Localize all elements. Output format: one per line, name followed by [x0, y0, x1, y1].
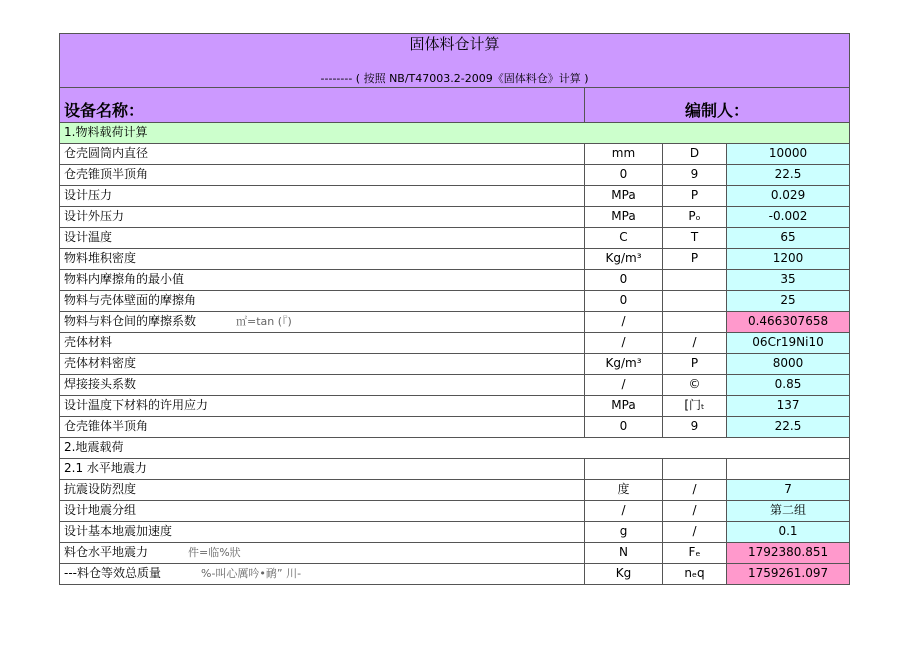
- unit-cell[interactable]: /: [585, 312, 663, 333]
- table-row: [60, 333, 850, 354]
- unit-cell[interactable]: g: [585, 522, 663, 543]
- unit-cell[interactable]: 0: [585, 291, 663, 312]
- sheet-title: 固体料仓计算: [409, 35, 500, 53]
- symbol-cell[interactable]: P: [663, 186, 727, 207]
- value-cell[interactable]: 35: [727, 270, 850, 291]
- param-name: 设计基本地震加速度: [64, 524, 173, 539]
- param-name: 料仓水平地震力: [64, 545, 149, 560]
- value-cell[interactable]: 0.85: [727, 375, 850, 396]
- symbol-cell[interactable]: 9: [663, 165, 727, 186]
- section-seismic: 2.地震载荷: [60, 438, 850, 459]
- symbol-cell[interactable]: Pₒ: [663, 207, 727, 228]
- param-name: 设计外压力: [64, 209, 125, 224]
- symbol-cell[interactable]: /: [663, 522, 727, 543]
- editor-label[interactable]: 编制人：: [585, 88, 850, 123]
- param-name: 物料与壳体壁面的摩擦角: [64, 293, 197, 308]
- param-name-cell[interactable]: [60, 186, 585, 207]
- unit-cell[interactable]: Kg/m³: [585, 249, 663, 270]
- param-name-cell[interactable]: [60, 333, 585, 354]
- param-name: 设计温度下材料的许用应力: [64, 398, 209, 413]
- param-name-cell[interactable]: [60, 375, 585, 396]
- table-row: [60, 417, 850, 438]
- param-name-cell[interactable]: [60, 312, 585, 333]
- title-cell: [60, 34, 850, 88]
- param-name-cell[interactable]: [60, 207, 585, 228]
- param-name-cell[interactable]: [60, 396, 585, 417]
- table-row: [60, 354, 850, 375]
- param-name: 壳体材料密度: [64, 356, 137, 371]
- unit-cell[interactable]: 0: [585, 417, 663, 438]
- value-cell[interactable]: 06Cr19Ni10: [727, 333, 850, 354]
- value-cell[interactable]: 65: [727, 228, 850, 249]
- table-row: [60, 312, 850, 333]
- calc-sheet: [59, 33, 850, 585]
- param-name-cell[interactable]: [60, 501, 585, 522]
- unit-cell[interactable]: mm: [585, 144, 663, 165]
- param-name: 仓壳锥体半顶角: [64, 419, 149, 434]
- unit-cell[interactable]: C: [585, 228, 663, 249]
- table-row: [60, 480, 850, 501]
- table-row: [60, 396, 850, 417]
- table-row: [60, 249, 850, 270]
- table-row: [60, 144, 850, 165]
- symbol-cell[interactable]: P: [663, 354, 727, 375]
- param-name: 仓壳锥顶半顶角: [64, 167, 149, 182]
- sheet-subtitle: -------- ( 按照 NB/T47003.2-2009《固体料仓》计算 ): [320, 71, 589, 85]
- value-cell[interactable]: 8000: [727, 354, 850, 375]
- param-name: 设计温度: [64, 230, 113, 245]
- unit-cell[interactable]: Kg/m³: [585, 354, 663, 375]
- param-name-cell[interactable]: [60, 249, 585, 270]
- symbol-cell[interactable]: [663, 291, 727, 312]
- param-name: 焊接接头系数: [64, 377, 137, 392]
- value-cell[interactable]: 1759261.097: [727, 564, 850, 585]
- value-cell[interactable]: 7: [727, 480, 850, 501]
- unit-cell[interactable]: N: [585, 543, 663, 564]
- value-cell[interactable]: 25: [727, 291, 850, 312]
- param-name: 物料与料仓间的摩擦系数: [64, 314, 197, 329]
- table-row: [60, 375, 850, 396]
- param-name-cell[interactable]: [60, 354, 585, 375]
- table-row: [60, 270, 850, 291]
- symbol-cell[interactable]: /: [663, 333, 727, 354]
- unit-cell[interactable]: 0: [585, 270, 663, 291]
- value-cell[interactable]: 0.1: [727, 522, 850, 543]
- symbol-cell[interactable]: ©: [663, 375, 727, 396]
- param-name-cell[interactable]: [60, 480, 585, 501]
- param-name-cell[interactable]: [60, 165, 585, 186]
- table-row: [60, 291, 850, 312]
- symbol-cell[interactable]: /: [663, 480, 727, 501]
- table-row: [60, 564, 850, 585]
- equip-name-label[interactable]: 设备名称：: [60, 88, 585, 123]
- param-name: 仓壳圆筒内直径: [64, 146, 149, 161]
- param-name-cell[interactable]: [60, 417, 585, 438]
- table-row: [60, 186, 850, 207]
- param-name-cell[interactable]: [60, 291, 585, 312]
- value-cell[interactable]: 10000: [727, 144, 850, 165]
- table-row: [60, 207, 850, 228]
- unit-cell[interactable]: 0: [585, 165, 663, 186]
- value-cell[interactable]: 1792380.851: [727, 543, 850, 564]
- value-cell[interactable]: 0.466307658: [727, 312, 850, 333]
- param-name-cell[interactable]: [60, 543, 585, 564]
- unit-cell[interactable]: /: [585, 375, 663, 396]
- unit-cell[interactable]: Kg: [585, 564, 663, 585]
- table-row: [60, 543, 850, 564]
- section-material-load: 1.物料载荷计算: [60, 123, 850, 144]
- param-name-cell[interactable]: [60, 522, 585, 543]
- symbol-cell[interactable]: [663, 270, 727, 291]
- section-horizontal-seismic: 2.1 水平地震力: [60, 459, 585, 480]
- unit-cell[interactable]: 度: [585, 480, 663, 501]
- symbol-cell[interactable]: T: [663, 228, 727, 249]
- param-name: ---料仓等效总质量: [64, 566, 161, 581]
- table-row: [60, 522, 850, 543]
- unit-cell[interactable]: /: [585, 501, 663, 522]
- param-name: 壳体材料: [64, 335, 113, 350]
- symbol-cell[interactable]: 9: [663, 417, 727, 438]
- value-cell[interactable]: 22.5: [727, 165, 850, 186]
- value-cell[interactable]: 1200: [727, 249, 850, 270]
- symbol-cell[interactable]: Fₑ: [663, 543, 727, 564]
- symbol-cell[interactable]: D: [663, 144, 727, 165]
- table-row: [60, 501, 850, 522]
- param-name-cell[interactable]: [60, 144, 585, 165]
- formula-note: 件=临%狀: [188, 546, 241, 560]
- value-cell[interactable]: 22.5: [727, 417, 850, 438]
- unit-cell[interactable]: /: [585, 333, 663, 354]
- symbol-cell[interactable]: /: [663, 501, 727, 522]
- param-name: 抗震设防烈度: [64, 482, 137, 497]
- value-cell[interactable]: 0.029: [727, 186, 850, 207]
- param-name: 物料内摩擦角的最小值: [64, 272, 185, 287]
- table-row: [60, 165, 850, 186]
- symbol-cell[interactable]: nₑq: [663, 564, 727, 585]
- symbol-cell[interactable]: P: [663, 249, 727, 270]
- unit-cell[interactable]: MPa: [585, 207, 663, 228]
- value-cell[interactable]: 第二组: [727, 501, 850, 522]
- param-name-cell[interactable]: [60, 228, 585, 249]
- param-name: 设计压力: [64, 188, 113, 203]
- param-name-cell[interactable]: [60, 270, 585, 291]
- param-name: 设计地震分组: [64, 503, 137, 518]
- value-cell[interactable]: 137: [727, 396, 850, 417]
- unit-cell[interactable]: MPa: [585, 396, 663, 417]
- table-row: [60, 228, 850, 249]
- unit-cell[interactable]: MPa: [585, 186, 663, 207]
- symbol-cell[interactable]: [663, 312, 727, 333]
- symbol-cell[interactable]: [门ₜ: [663, 396, 727, 417]
- param-name-cell[interactable]: [60, 564, 585, 585]
- formula-note: ㎡=tan (『): [236, 315, 292, 329]
- formula-note: %-叫心厲吟•鸸” 川-: [201, 567, 302, 581]
- param-name: 物料堆积密度: [64, 251, 137, 266]
- value-cell[interactable]: -0.002: [727, 207, 850, 228]
